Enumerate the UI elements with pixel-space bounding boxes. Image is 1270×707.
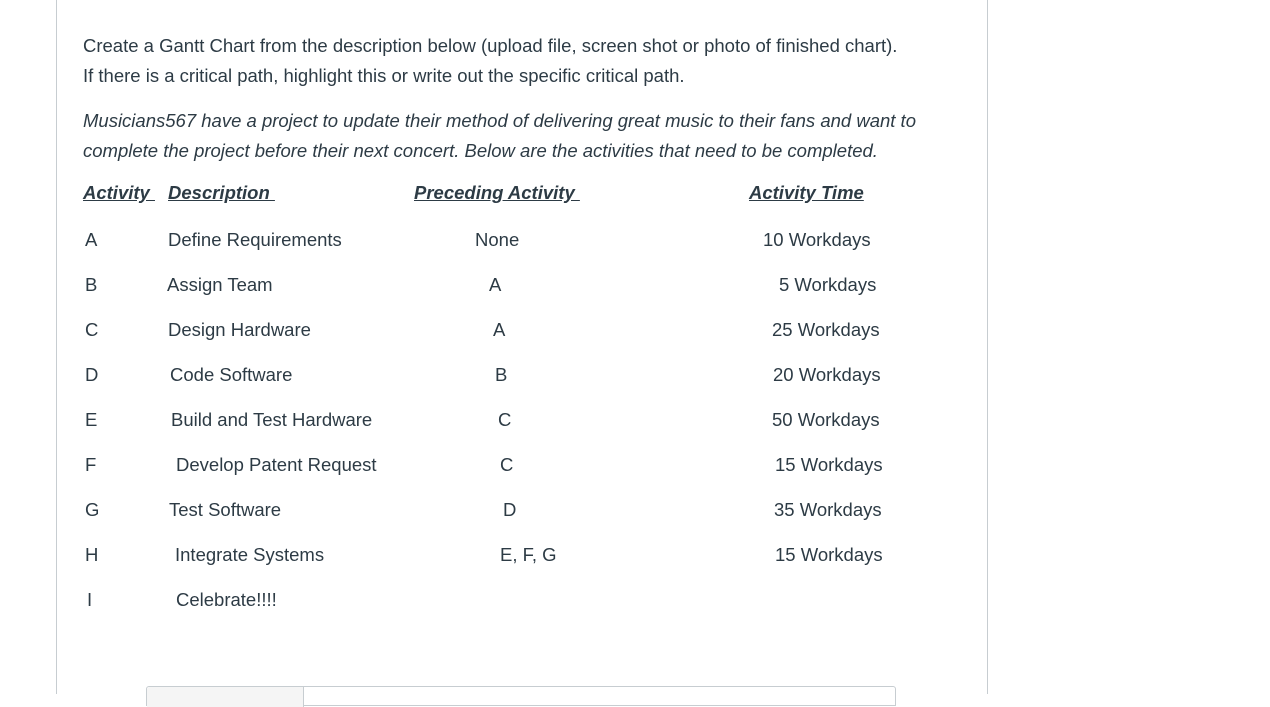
- cell-activity: A: [85, 229, 98, 250]
- cell-preceding: A: [489, 274, 502, 295]
- cell-description: Integrate Systems: [175, 544, 325, 565]
- header-time: Activity Time: [749, 182, 864, 203]
- cell-activity: B: [85, 274, 98, 295]
- cell-activity: H: [85, 544, 99, 565]
- header-description: Description: [168, 182, 275, 203]
- cell-preceding: B: [495, 364, 508, 385]
- prompt-line-2: If there is a critical path, highlight this or write out the specific critical path.: [83, 65, 685, 86]
- cell-preceding: C: [498, 409, 512, 430]
- answer-editor[interactable]: [146, 686, 896, 706]
- cell-description: Celebrate!!!!: [176, 589, 277, 610]
- cell-time: 15 Workdays: [775, 544, 883, 565]
- cell-activity: G: [85, 499, 100, 520]
- cell-time: 20 Workdays: [773, 364, 881, 385]
- cell-time: 15 Workdays: [775, 454, 883, 475]
- cell-description: Test Software: [169, 499, 282, 520]
- cell-activity: E: [85, 409, 98, 430]
- cell-preceding: None: [475, 229, 520, 250]
- scenario-intro: [83, 106, 973, 166]
- question-panel: [56, 0, 988, 694]
- editor-toolbar-tab[interactable]: [147, 687, 304, 707]
- intro-line-1: Musicians567 have a project to update their method of delivering great music to their fans and want to: [83, 110, 916, 131]
- cell-time: 10 Workdays: [763, 229, 871, 250]
- cell-description: Design Hardware: [168, 319, 311, 340]
- cell-time: 35 Workdays: [774, 499, 882, 520]
- cell-activity: D: [85, 364, 99, 385]
- cell-time: 50 Workdays: [772, 409, 880, 430]
- cell-preceding: D: [503, 499, 517, 520]
- cell-preceding: A: [493, 319, 506, 340]
- cell-activity: C: [85, 319, 99, 340]
- cell-description: Develop Patent Request: [176, 454, 377, 475]
- prompt-line-1: Create a Gantt Chart from the description below (upload file, screen shot or photo of finished chart).: [83, 35, 898, 56]
- cell-description: Assign Team: [167, 274, 273, 295]
- cell-preceding: E, F, G: [500, 544, 557, 565]
- header-preceding: Preceding Activity: [414, 182, 580, 203]
- question-prompt: [83, 31, 973, 91]
- cell-time: 5 Workdays: [779, 274, 877, 295]
- cell-time: 25 Workdays: [772, 319, 880, 340]
- cell-preceding: C: [500, 454, 514, 475]
- intro-line-2: complete the project before their next concert. Below are the activities that need to be completed.: [83, 140, 878, 161]
- cell-description: Define Requirements: [168, 229, 342, 250]
- cell-description: Code Software: [170, 364, 293, 385]
- cell-description: Build and Test Hardware: [171, 409, 373, 430]
- header-activity: Activity: [83, 182, 155, 203]
- cell-activity: I: [87, 589, 93, 610]
- cell-activity: F: [85, 454, 97, 475]
